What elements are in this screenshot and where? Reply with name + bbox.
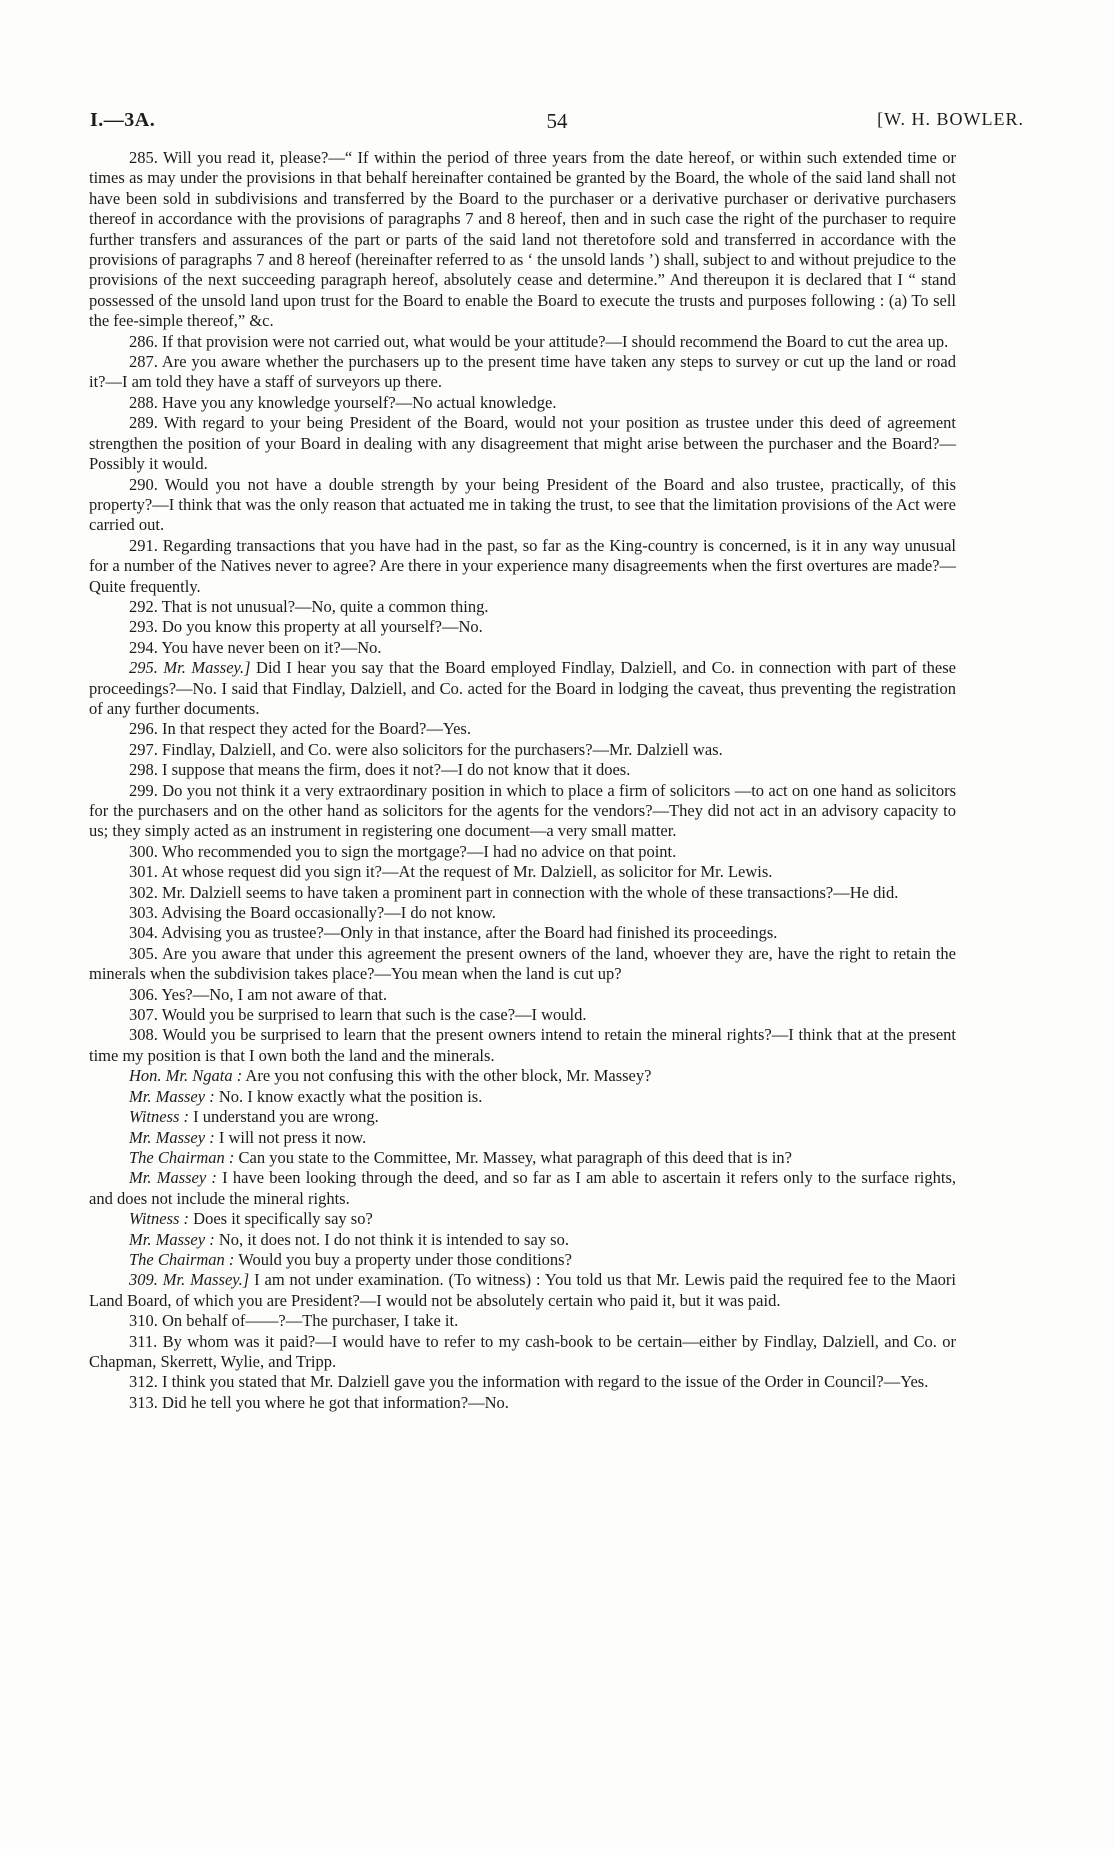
testimony-paragraph	[89, 1230, 956, 1250]
paragraph-text: I have been looking through the deed, and so far as I am able to ascertain it refers only to the surface rights, and does not include the mineral rights.	[89, 1168, 956, 1208]
testimony-paragraph	[89, 944, 956, 985]
paragraph-text: 304. Advising you as trustee?—Only in that instance, after the Board had finished its proceedings.	[129, 923, 778, 943]
testimony-paragraph	[89, 617, 956, 637]
testimony-paragraph	[89, 1250, 956, 1270]
testimony-paragraph	[89, 1311, 956, 1331]
testimony-paragraph	[89, 740, 956, 760]
paragraph-text: 300. Who recommended you to sign the mortgage?—I had no advice on that point.	[129, 841, 677, 861]
paragraph-text: I will not press it now.	[214, 1127, 367, 1147]
paragraph-text: 289. With regard to your being President of the Board, would not your position as trustee under this deed of agreement strengthen the position of your Board in dealing with any disagreement that might arise between the purchaser and the Board?—Possibly it would.	[89, 413, 956, 474]
speaker-label: Mr. Massey :	[129, 1127, 215, 1147]
paragraph-text: 311. By whom was it paid?—I would have to refer to my cash-book to be certain—either by Findlay, Dalziell, and Co. or Chapman, Skerrett, Wylie, and Tripp.	[89, 1331, 956, 1371]
paragraph-text: 297. Findlay, Dalziell, and Co. were also solicitors for the purchasers?—Mr. Dalziell was.	[129, 739, 723, 759]
testimony-paragraph	[89, 148, 956, 332]
paragraph-text: 290. Would you not have a double strength by your being President of the Board and also trustee, practically, of this property?—I think that was the only reason that actuated me in taking the trust, to see that the limitation provisions of the Act were carried out.	[89, 474, 956, 535]
paragraph-text: 291. Regarding transactions that you have had in the past, so far as the King-country is concerned, is it in any way unusual for a number of the Natives never to agree? Are there in your experience many disagreements when the first overtures are made?—Quite frequently.	[89, 535, 956, 596]
testimony-paragraph	[89, 883, 956, 903]
testimony-paragraph	[89, 597, 956, 617]
paragraph-text: 306. Yes?—No, I am not aware of that.	[129, 984, 387, 1004]
paragraph-text: 296. In that respect they acted for the Board?—Yes.	[129, 719, 471, 739]
paragraph-text: No, it does not. I do not think it is intended to say so.	[214, 1229, 569, 1249]
testimony-paragraph	[89, 760, 956, 780]
paragraph-text: 287. Are you aware whether the purchasers up to the present time have taken any steps to survey or cut up the land or road it?—I am told they have a staff of surveyors up there.	[89, 352, 956, 392]
testimony-paragraph	[89, 903, 956, 923]
testimony-paragraph	[89, 1372, 956, 1392]
testimony-paragraph	[89, 658, 956, 719]
paragraph-text: 288. Have you any knowledge yourself?—No actual knowledge.	[129, 392, 557, 412]
paragraph-text: 285. Will you read it, please?—“ If within the period of three years from the date hereof, or within such extended time or times as may under the provisions in that behalf hereinafter contained be granted by the Board, the whole of the said land shall not have been sold in subdivisions and transferred by the Board to the purchaser or a derivative purchaser or derivative purchasers thereof in accordance with the provisions of paragraphs 7 and 8 hereof, then and in such case the right of the purchaser to require further transfers and assurances of the part or parts of the said land not theretofore sold and transferred in accordance with the provisions of paragraphs 7 and 8 hereof (hereinafter referred to as ‘ the unsold lands ’) shall, subject to and without prejudice to the provisions of the next succeeding paragraph hereof, absolutely cease and determine.” And thereupon it is declared that I “ stand possessed of the unsold land upon trust for the Board to enable the Board to execute the trusts and purposes following : (a) To sell the fee-simple thereof,” &c.	[89, 148, 956, 331]
paragraph-text: 310. On behalf of——?—The purchaser, I take it.	[129, 1311, 459, 1331]
page-body	[89, 148, 956, 1413]
paragraph-text: 307. Would you be surprised to learn that such is the case?—I would.	[129, 1005, 587, 1025]
speaker-label: Mr. Massey :	[129, 1229, 215, 1249]
paragraph-text: I am not under examination. (To witness) : You told us that Mr. Lewis paid the required fee to the Maori Land Board, of which you are President?—I would not be absolutely certain who paid it, but it was paid.	[89, 1270, 956, 1310]
testimony-paragraph	[89, 1332, 956, 1373]
speaker-label: Witness :	[129, 1107, 190, 1127]
testimony-paragraph	[89, 1148, 956, 1168]
testimony-paragraph	[89, 536, 956, 597]
page-number: 54	[546, 109, 568, 133]
testimony-paragraph	[89, 332, 956, 352]
testimony-paragraph	[89, 719, 956, 739]
witness-name: [W. H. BOWLER.	[877, 109, 1024, 129]
testimony-paragraph	[89, 1025, 956, 1066]
paragraph-text: 313. Did he tell you where he got that information?—No.	[129, 1392, 509, 1412]
testimony-paragraph	[89, 352, 956, 393]
paragraph-text: 301. At whose request did you sign it?—At the request of Mr. Dalziell, as solicitor for Mr. Lewis.	[129, 862, 773, 882]
testimony-paragraph	[89, 1393, 956, 1413]
paragraph-text: 298. I suppose that means the firm, does it not?—I do not know that it does.	[129, 760, 631, 780]
testimony-paragraph	[89, 1066, 956, 1086]
paragraph-text: 293. Do you know this property at all yourself?—No.	[129, 617, 483, 637]
testimony-paragraph	[89, 1107, 956, 1127]
speaker-label: Mr. Massey :	[129, 1168, 217, 1188]
paragraph-text: 299. Do you not think it a very extraordinary position in which to place a firm of solicitors —to act on one hand as solicitors for the purchasers and on the other hand as solicitors for the agents for the vendors?—They did not act in an advisory capacity to us; they simply acted as an instrument in registering one document—a very small matter.	[89, 780, 956, 841]
testimony-paragraph	[89, 1209, 956, 1229]
testimony-paragraph	[89, 1168, 956, 1209]
paragraph-text: No. I know exactly what the position is.	[214, 1086, 483, 1106]
paragraph-text: Are you not confusing this with the other block, Mr. Massey?	[242, 1066, 652, 1086]
paragraph-text: 303. Advising the Board occasionally?—I do not know.	[129, 903, 496, 923]
page-header	[90, 109, 1024, 139]
testimony-paragraph	[89, 842, 956, 862]
document-reference: I.—3A.	[90, 109, 156, 131]
speaker-label: The Chairman :	[129, 1249, 235, 1269]
testimony-paragraph	[89, 413, 956, 474]
testimony-paragraph	[89, 475, 956, 536]
paragraph-text: 294. You have never been on it?—No.	[129, 637, 382, 657]
paragraph-text: I understand you are wrong.	[189, 1107, 379, 1127]
testimony-paragraph	[89, 393, 956, 413]
speaker-label: Mr. Massey :	[129, 1086, 215, 1106]
paragraph-text: 286. If that provision were not carried out, what would be your attitude?—I should recommend the Board to cut the area up.	[129, 331, 949, 351]
testimony-paragraph	[89, 1128, 956, 1148]
speaker-label: Witness :	[129, 1209, 190, 1229]
testimony-paragraph	[89, 638, 956, 658]
testimony-paragraph	[89, 923, 956, 943]
speaker-label: The Chairman :	[129, 1147, 235, 1167]
testimony-paragraph	[89, 862, 956, 882]
testimony-paragraph	[89, 985, 956, 1005]
paragraph-text: 308. Would you be surprised to learn that the present owners intend to retain the mineral rights?—I think that at the present time my position is that I own both the land and the minerals.	[89, 1025, 956, 1065]
speaker-label: Hon. Mr. Ngata :	[129, 1066, 243, 1086]
speaker-label: 309. Mr. Massey.]	[129, 1270, 250, 1290]
testimony-paragraph	[89, 1270, 956, 1311]
paragraph-text: Can you state to the Committee, Mr. Massey, what paragraph of this deed that is in?	[234, 1147, 792, 1167]
testimony-paragraph	[89, 1087, 956, 1107]
paragraph-text: 312. I think you stated that Mr. Dalziell gave you the information with regard to the issue of the Order in Council?—Yes.	[129, 1372, 929, 1392]
paragraph-text: 292. That is not unusual?—No, quite a common thing.	[129, 596, 489, 616]
paragraph-text: Does it specifically say so?	[189, 1209, 373, 1229]
paragraph-text: 305. Are you aware that under this agreement the present owners of the land, whoever they are, have the right to retain the minerals when the subdivision takes place?—You mean when the land is cut up?	[89, 943, 956, 984]
testimony-paragraph	[89, 1005, 956, 1025]
paragraph-text: 302. Mr. Dalziell seems to have taken a prominent part in connection with the whole of these transactions?—He did.	[129, 882, 899, 902]
paragraph-text: Would you buy a property under those conditions?	[234, 1249, 572, 1269]
paragraph-text: Did I hear you say that the Board employed Findlay, Dalziell, and Co. in connection with part of these proceedings?—No. I said that Findlay, Dalziell, and Co. acted for the Board in lodging the caveat, thus preventing the registration of any further documents.	[89, 658, 956, 718]
testimony-paragraph	[89, 781, 956, 842]
speaker-label: 295. Mr. Massey.]	[129, 658, 251, 678]
